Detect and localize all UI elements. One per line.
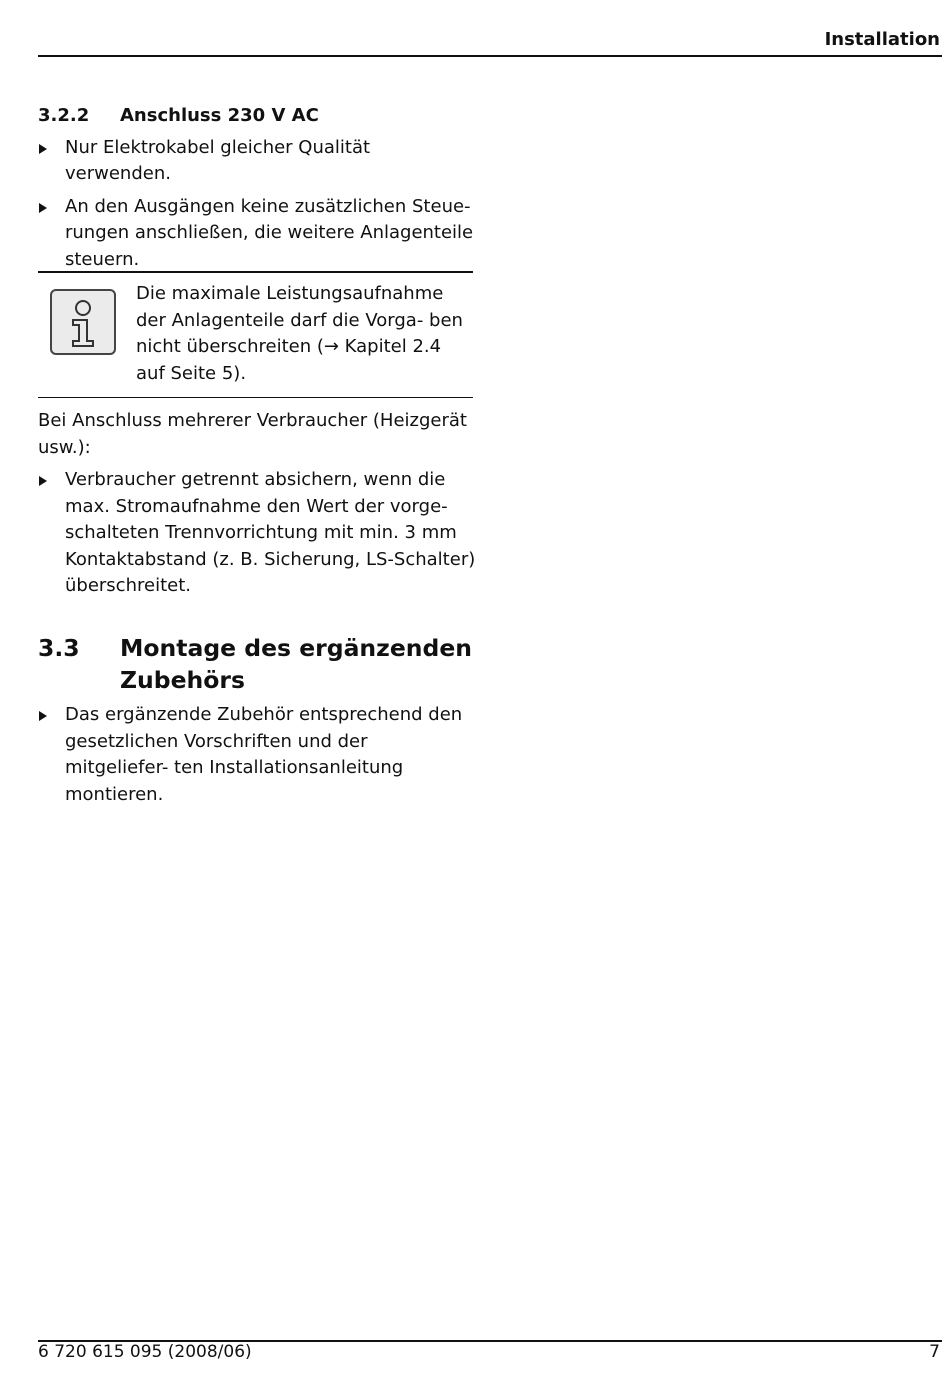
consumers-intro: Bei Anschluss mehrerer Verbraucher (Heizgerät usw.): bbox=[38, 410, 467, 458]
info-note bbox=[38, 271, 473, 398]
section-title: Montage des ergänzenden Zubehörs bbox=[120, 634, 472, 694]
consumers-block bbox=[38, 408, 476, 600]
section-3-3 bbox=[38, 632, 476, 808]
page-header-title: Installation bbox=[824, 29, 940, 50]
list-item: Nur Elektrokabel gleicher Qualität verwenden. bbox=[38, 135, 476, 188]
list-item: Verbraucher getrennt absichern, wenn die max. Stromaufnahme den Wert der vorge- schalteten Trennvorrichtung mit min. 3 mm Kontaktabstand (z. B. Sicherung, LS-Schalter) überschreitet. bbox=[38, 467, 476, 600]
section-heading bbox=[38, 103, 476, 130]
document-number: 6 720 615 095 (2008/06) bbox=[38, 1342, 252, 1362]
info-icon bbox=[50, 289, 116, 355]
section-number: 3.3 bbox=[38, 634, 80, 662]
page-number: 7 bbox=[929, 1342, 940, 1362]
list-item: An den Ausgängen keine zusätzlichen Steue- rungen anschließen, die weitere Anlagenteile steuern. bbox=[38, 194, 476, 274]
section-number: 3.2.2 bbox=[38, 105, 90, 126]
section-title: Anschluss 230 V AC bbox=[120, 105, 319, 126]
section-heading bbox=[38, 632, 476, 696]
section-3-2-2 bbox=[38, 103, 476, 273]
note-text: Die maximale Leistungsaufnahme der Anlagenteile darf die Vorga- ben nicht überschreiten (→ Kapitel 2.4 auf Seite 5). bbox=[136, 283, 463, 384]
header-rule bbox=[38, 55, 942, 57]
list-item: Das ergänzende Zubehör entsprechend den gesetzlichen Vorschriften und der mitgeliefer- ten Installationsanleitung montieren. bbox=[38, 702, 476, 808]
